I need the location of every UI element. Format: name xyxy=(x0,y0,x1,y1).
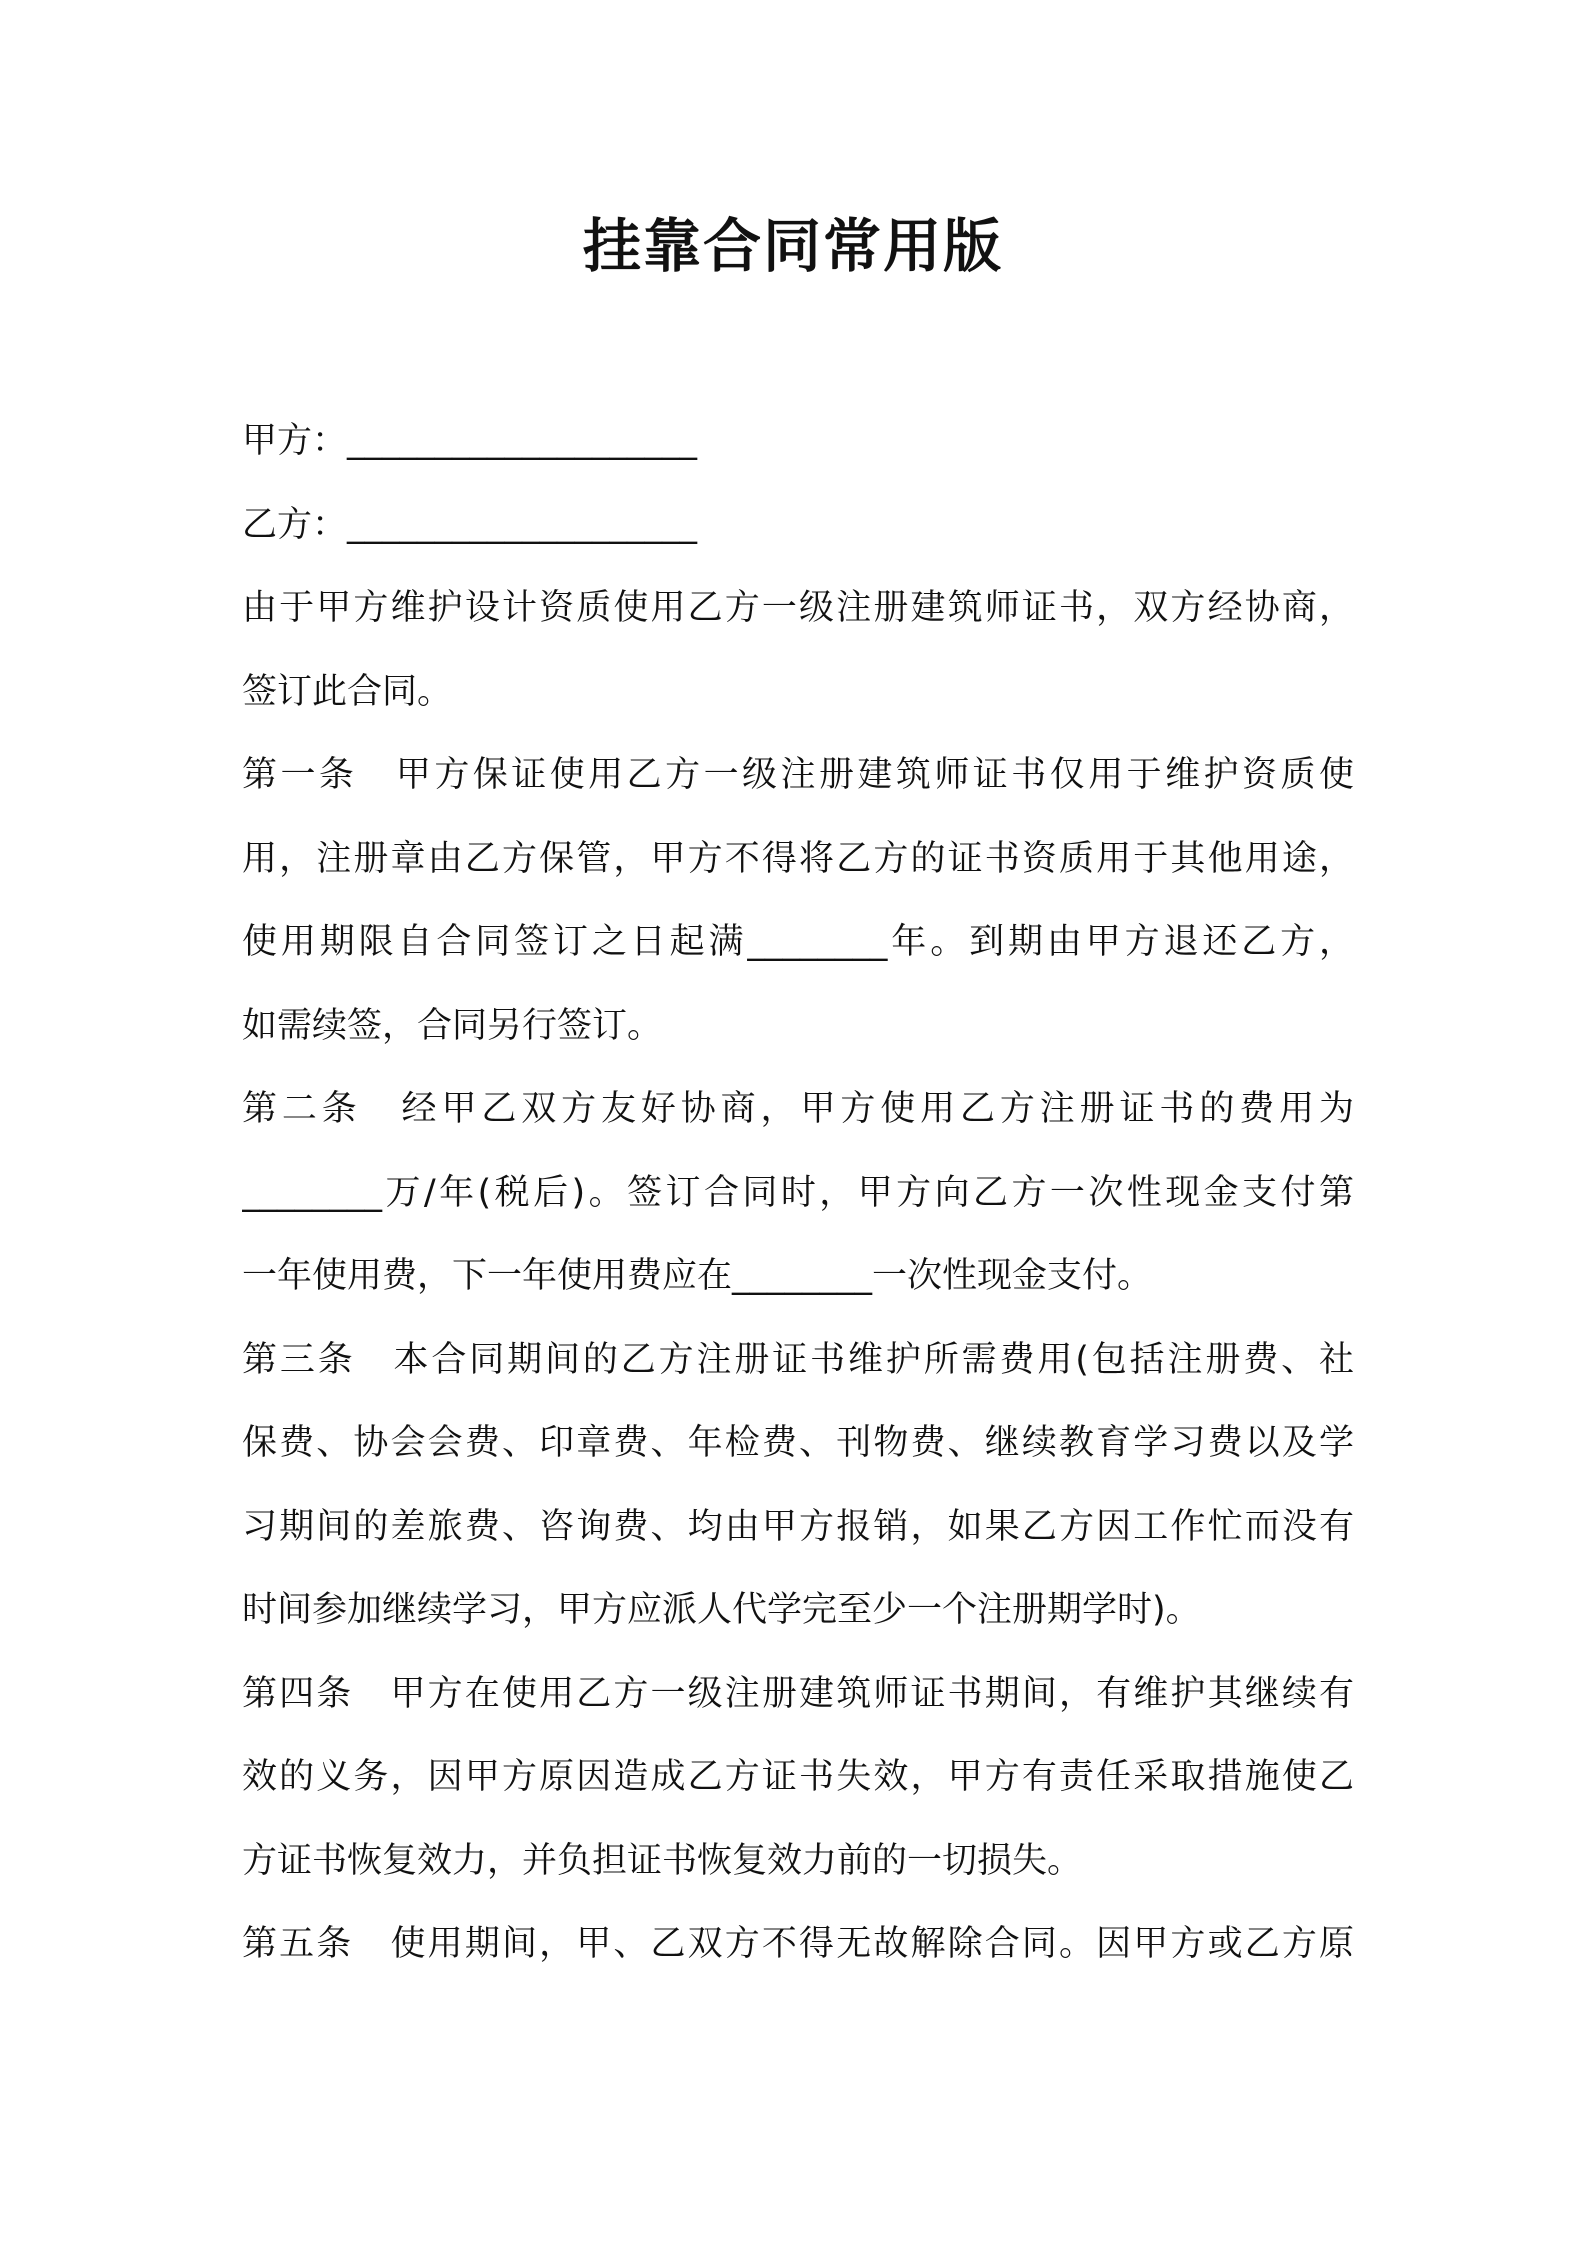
article-1-line: 如需续签，合同另行签订。 xyxy=(242,1005,663,1046)
preamble-line: 签订此合同。 xyxy=(242,671,453,712)
article-1-line: 使用期限自合同签订之日起满________年。到期由甲方退还乙方， xyxy=(242,922,1354,962)
article-4-line: 第四条 甲方在使用乙方一级注册建筑师证书期间，有维护其继续有 xyxy=(242,1673,1354,1714)
article-4-line: 效的义务，因甲方原因造成乙方证书失效，甲方有责任采取措施使乙 xyxy=(242,1757,1354,1797)
article-3-line: 保费、协会会费、印章费、年检费、刊物费、继续教育学习费以及学 xyxy=(242,1423,1354,1463)
article-1-line: 用，注册章由乙方保管，甲方不得将乙方的证书资质用于其他用途， xyxy=(242,838,1354,879)
preamble-line: 由于甲方维护设计资质使用乙方一级注册建筑师证书，双方经协商， xyxy=(242,588,1354,628)
article-3-line: 第三条 本合同期间的乙方注册证书维护所需费用(包括注册费、社 xyxy=(242,1339,1354,1380)
party-b-line: 乙方：____________________ xyxy=(242,504,698,545)
article-1-line: 第一条 甲方保证使用乙方一级注册建筑师证书仅用于维护资质使 xyxy=(242,755,1354,795)
document-title: 挂靠合同常用版 xyxy=(582,212,1003,280)
contract-body xyxy=(242,400,1354,1987)
article-2-line: ________万/年(税后)。签订合同时，甲方向乙方一次性现金支付第 xyxy=(242,1172,1354,1213)
article-2-line: 一年使用费，下一年使用费应在________一次性现金支付。 xyxy=(242,1256,1153,1296)
article-5-line: 第五条 使用期间，甲、乙双方不得无故解除合同。因甲方或乙方原 xyxy=(242,1924,1354,1964)
article-2-line: 第二条 经甲乙双方友好协商，甲方使用乙方注册证书的费用为 xyxy=(242,1089,1354,1129)
article-3-line: 习期间的差旅费、咨询费、均由甲方报销，如果乙方因工作忙而没有 xyxy=(242,1506,1354,1547)
article-4-line: 方证书恢复效力，并负担证书恢复效力前的一切损失。 xyxy=(242,1840,1083,1881)
article-3-line: 时间参加继续学习，甲方应派人代学完至少一个注册期学时)。 xyxy=(242,1590,1201,1630)
party-a-line: 甲方：____________________ xyxy=(242,421,698,461)
